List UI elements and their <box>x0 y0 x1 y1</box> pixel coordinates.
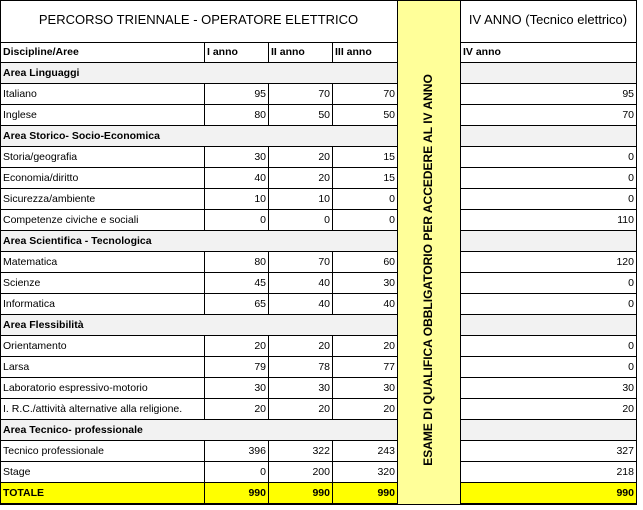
grid-line <box>268 42 269 63</box>
grid-line <box>204 482 205 504</box>
hours-year-1: 30 <box>254 151 266 163</box>
hours-year-2: 990 <box>312 487 330 499</box>
grid-line <box>332 335 333 357</box>
grid-line <box>332 377 333 399</box>
hours-year-4: 0 <box>628 340 634 352</box>
grid-line <box>460 419 637 420</box>
grid-line <box>332 272 333 294</box>
hours-year-3: 30 <box>383 277 395 289</box>
section-row-bg <box>460 420 636 441</box>
grid-line <box>0 504 637 505</box>
hours-year-1: 0 <box>260 466 266 478</box>
grid-line <box>332 42 333 63</box>
grid-line <box>0 419 398 420</box>
hours-year-4: 0 <box>628 172 634 184</box>
discipline-label: Orientamento <box>3 340 67 352</box>
hours-year-1: 80 <box>254 256 266 268</box>
discipline-label: Tecnico professionale <box>3 445 104 457</box>
hours-year-4: 218 <box>616 466 634 478</box>
grid-line <box>0 314 398 315</box>
hours-year-4: 95 <box>622 88 634 100</box>
grid-line <box>268 272 269 294</box>
hours-year-3: 70 <box>383 88 395 100</box>
grid-line <box>460 0 461 504</box>
grid-line <box>268 335 269 357</box>
grid-line <box>332 167 333 189</box>
grid-line <box>460 125 637 126</box>
hours-year-2: 40 <box>318 298 330 310</box>
section-header: Area Tecnico- professionale <box>3 424 143 436</box>
hours-year-4: 327 <box>616 445 634 457</box>
hours-year-1: 79 <box>254 361 266 373</box>
grid-line <box>636 0 637 504</box>
grid-line <box>332 251 333 273</box>
grid-line <box>460 209 637 210</box>
grid-line <box>0 104 398 105</box>
hours-year-2: 0 <box>324 214 330 226</box>
grid-line <box>204 104 205 126</box>
header-year-1: I anno <box>207 46 238 58</box>
hours-year-2: 20 <box>318 340 330 352</box>
grid-line <box>204 335 205 357</box>
hours-year-4: 110 <box>617 214 634 226</box>
grid-line <box>0 188 398 189</box>
grid-line <box>0 146 398 147</box>
grid-line <box>397 0 398 504</box>
hours-year-2: 20 <box>318 172 330 184</box>
hours-year-2: 30 <box>318 382 330 394</box>
grid-line <box>204 83 205 105</box>
grid-line <box>0 167 398 168</box>
grid-line <box>332 440 333 462</box>
discipline-label: Economia/diritto <box>3 172 79 184</box>
hours-year-1: 40 <box>254 172 266 184</box>
grid-line <box>460 482 637 483</box>
grid-line <box>268 482 269 504</box>
hours-year-4: 0 <box>628 151 634 163</box>
grid-line <box>332 146 333 168</box>
grid-line <box>460 377 637 378</box>
grid-line <box>460 83 637 84</box>
grid-line <box>332 104 333 126</box>
grid-line <box>0 272 398 273</box>
hours-year-3: 20 <box>383 340 395 352</box>
hours-year-2: 40 <box>318 277 330 289</box>
hours-year-3: 990 <box>377 487 395 499</box>
discipline-label: Competenze civiche e sociali <box>3 214 139 226</box>
hours-year-1: 45 <box>254 277 266 289</box>
discipline-label: Scienze <box>3 277 41 289</box>
grid-line <box>460 188 637 189</box>
grid-line <box>204 461 205 483</box>
header-year-2: II anno <box>271 46 305 58</box>
grid-line <box>460 167 637 168</box>
hours-year-1: 30 <box>254 382 266 394</box>
discipline-label: Informatica <box>3 298 55 310</box>
grid-line <box>332 188 333 210</box>
hours-year-4: 990 <box>616 487 634 499</box>
hours-year-1: 396 <box>248 445 266 457</box>
hours-year-3: 243 <box>377 445 395 457</box>
hours-year-1: 0 <box>260 214 266 226</box>
grid-line <box>0 83 398 84</box>
section-row-bg <box>460 231 636 252</box>
hours-year-4: 0 <box>628 361 634 373</box>
hours-year-4: 30 <box>622 382 634 394</box>
hours-year-4: 0 <box>628 193 634 205</box>
hours-year-1: 95 <box>254 88 266 100</box>
header-year-4: IV anno <box>463 46 501 58</box>
grid-line <box>460 104 637 105</box>
discipline-label: Sicurezza/ambiente <box>3 193 96 205</box>
grid-line <box>460 62 637 63</box>
hours-year-3: 30 <box>383 382 395 394</box>
hours-year-3: 20 <box>383 403 395 415</box>
grid-line <box>268 293 269 315</box>
grid-line <box>460 314 637 315</box>
qualifica-exam-label: ESAME DI QUALIFICA OBBLIGATORIO PER ACCEDERE AL IV ANNO <box>421 74 435 466</box>
hours-year-2: 322 <box>312 445 330 457</box>
grid-line <box>0 461 398 462</box>
grid-line <box>268 251 269 273</box>
grid-line <box>0 230 398 231</box>
grid-line <box>204 146 205 168</box>
discipline-label: Laboratorio espressivo-motorio <box>3 382 148 394</box>
hours-year-3: 77 <box>383 361 395 373</box>
grid-line <box>268 440 269 462</box>
grid-line <box>460 335 637 336</box>
grid-line <box>268 398 269 420</box>
hours-year-1: 80 <box>254 109 266 121</box>
grid-line <box>460 251 637 252</box>
grid-line <box>0 251 398 252</box>
grid-line <box>268 146 269 168</box>
grid-line <box>0 293 398 294</box>
hours-year-1: 990 <box>248 487 266 499</box>
grid-line <box>204 167 205 189</box>
hours-year-3: 320 <box>377 466 395 478</box>
grid-line <box>460 272 637 273</box>
hours-year-2: 70 <box>318 88 330 100</box>
grid-line <box>204 251 205 273</box>
grid-line <box>460 461 637 462</box>
grid-line <box>332 482 333 504</box>
grid-line <box>0 209 398 210</box>
grid-line <box>0 398 398 399</box>
grid-line <box>460 356 637 357</box>
hours-year-2: 78 <box>318 361 330 373</box>
discipline-label: Inglese <box>3 109 37 121</box>
grid-line <box>268 188 269 210</box>
grid-line <box>0 377 398 378</box>
discipline-label: Larsa <box>3 361 30 373</box>
section-header: Area Linguaggi <box>3 67 80 79</box>
grid-line <box>204 188 205 210</box>
discipline-label: I. R.C./attività alternative alla religione. <box>3 403 183 415</box>
grid-line <box>460 398 637 399</box>
grid-line <box>460 293 637 294</box>
grid-line <box>460 146 637 147</box>
grid-line <box>268 209 269 231</box>
hours-year-3: 15 <box>383 151 395 163</box>
hours-year-4: 0 <box>628 277 634 289</box>
grid-line <box>0 0 1 504</box>
grid-line <box>332 293 333 315</box>
section-header: Area Flessibilità <box>3 319 84 331</box>
grid-line <box>0 42 398 43</box>
grid-line <box>460 440 637 441</box>
hours-year-4: 120 <box>616 256 634 268</box>
section-row-bg <box>460 126 636 147</box>
discipline-label: Italiano <box>3 88 37 100</box>
header-year-3: III anno <box>335 46 372 58</box>
hours-year-4: 0 <box>628 298 634 310</box>
section-row-bg <box>460 315 636 336</box>
grid-line <box>204 377 205 399</box>
grid-line <box>268 356 269 378</box>
hours-year-1: 20 <box>254 403 266 415</box>
grid-line <box>0 482 398 483</box>
total-label: TOTALE <box>3 487 45 499</box>
grid-line <box>268 167 269 189</box>
grid-line <box>204 440 205 462</box>
hours-year-2: 10 <box>318 193 330 205</box>
grid-line <box>268 377 269 399</box>
hours-year-3: 60 <box>383 256 395 268</box>
grid-line <box>204 272 205 294</box>
grid-line <box>268 104 269 126</box>
section-row-bg <box>460 63 636 84</box>
section-header: Area Scientifica - Tecnologica <box>3 235 152 247</box>
header-discipline: Discipline/Aree <box>3 46 79 58</box>
hours-year-3: 50 <box>383 109 395 121</box>
hours-year-1: 65 <box>254 298 266 310</box>
grid-line <box>204 42 205 63</box>
grid-line <box>332 398 333 420</box>
discipline-label: Storia/geografia <box>3 151 78 163</box>
grid-line <box>204 356 205 378</box>
grid-line <box>0 335 398 336</box>
grid-line <box>204 293 205 315</box>
hours-year-2: 20 <box>318 403 330 415</box>
grid-line <box>204 398 205 420</box>
hours-year-2: 70 <box>318 256 330 268</box>
grid-line <box>0 125 398 126</box>
hours-year-2: 200 <box>312 466 330 478</box>
hours-year-3: 0 <box>389 214 395 226</box>
grid-line <box>268 83 269 105</box>
discipline-label: Matematica <box>3 256 58 268</box>
grid-line <box>0 0 637 1</box>
grid-line <box>204 209 205 231</box>
title-iv-anno: IV ANNO (Tecnico elettrico) <box>468 12 628 27</box>
hours-year-3: 0 <box>389 193 395 205</box>
title-triennale: PERCORSO TRIENNALE - OPERATORE ELETTRICO <box>38 12 359 27</box>
grid-line <box>460 230 637 231</box>
grid-line <box>332 83 333 105</box>
discipline-label: Stage <box>3 466 31 478</box>
hours-year-1: 10 <box>254 193 266 205</box>
grid-line <box>460 42 637 43</box>
grid-line <box>332 461 333 483</box>
hours-year-2: 20 <box>318 151 330 163</box>
hours-year-3: 40 <box>383 298 395 310</box>
grid-line <box>0 62 398 63</box>
hours-year-4: 70 <box>622 109 634 121</box>
grid-line <box>268 461 269 483</box>
grid-line <box>0 356 398 357</box>
hours-year-3: 15 <box>383 172 395 184</box>
hours-year-1: 20 <box>254 340 266 352</box>
hours-year-2: 50 <box>318 109 330 121</box>
section-header: Area Storico- Socio-Economica <box>3 130 160 142</box>
grid-line <box>332 209 333 231</box>
grid-line <box>0 440 398 441</box>
grid-line <box>332 356 333 378</box>
hours-year-4: 20 <box>622 403 634 415</box>
